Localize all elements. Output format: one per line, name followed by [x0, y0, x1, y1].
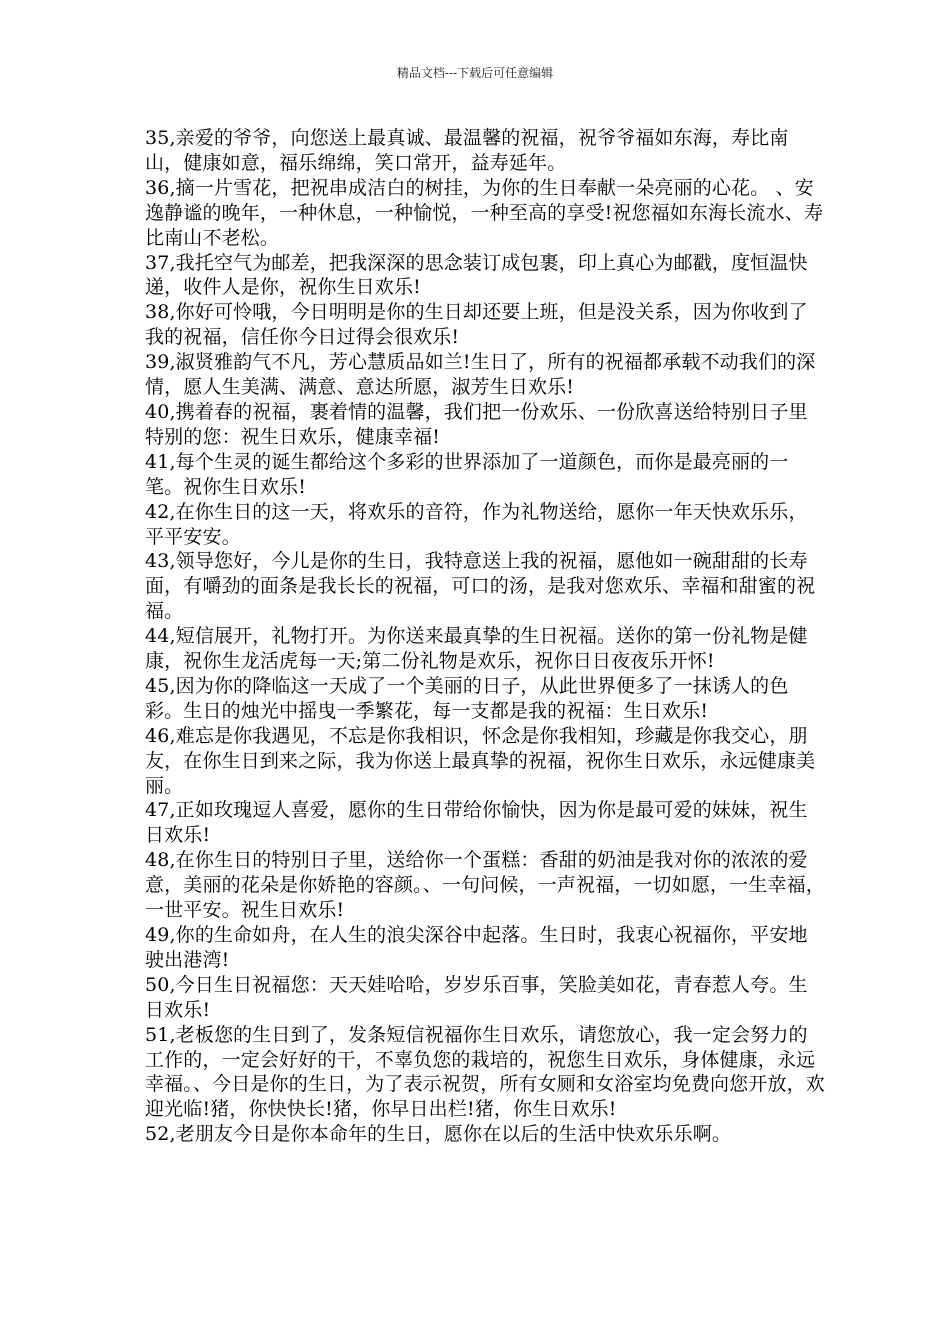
page-header: 精品文档---下载后可任意编辑: [396, 66, 554, 80]
paragraph-37: 37,我托空气为邮差，把我深深的思念装订成包裹，印上真心为邮戳，度恒温快递，收件人是你，祝你生日欢乐!: [145, 251, 808, 299]
document-body: [145, 126, 825, 1147]
paragraph-41: 41,每个生灵的诞生都给这个多彩的世界添加了一道颜色，而你是最亮丽的一笔。祝你生日欢乐!: [145, 450, 789, 498]
paragraph-44: 44,短信展开，礼物打开。为你送来最真挚的生日祝福。送你的第一份礼物是健康，祝你生龙活虎每一天;第二份礼物是欢乐，祝你日日夜夜乐开怀!: [145, 625, 808, 673]
paragraph-36: 36,摘一片雪花，把祝串成洁白的树挂，为你的生日奉献一朵亮丽的心花。 、安逸静谧的晚年，一种休息，一种愉悦，一种至高的享受!祝您福如东海长流水、寿比南山不老松。: [145, 176, 824, 249]
paragraph-52: 52,老朋友今日是你本命年的生日，愿你在以后的生活中快欢乐乐啊。: [145, 1123, 732, 1146]
paragraph-51: 51,老板您的生日到了，发条短信祝福你生日欢乐，请您放心，我一定会努力的工作的，一定会好好的干，不辜负您的栽培的，祝您生日欢乐，身体健康，永远幸福。、今日是你的生日，为了表示祝贺，所有女厕和女浴室均免费向您开放，欢迎光临!猪，你快快长!猪，你早日出栏!猪，你生日欢乐!: [145, 1023, 825, 1121]
paragraph-43: 43,领导您好，今儿是你的生日，我特意送上我的祝福，愿他如一碗甜甜的长寿面，有嚼劲的面条是我长长的祝福，可口的汤，是我对您欢乐、幸福和甜蜜的祝福。: [145, 550, 816, 623]
paragraph-38: 38,你好可怜哦，今日明明是你的生日却还要上班，但是没关系，因为你收到了我的祝福，信任你今日过得会很欢乐!: [145, 301, 808, 349]
paragraph-35: 35,亲爱的爷爷，向您送上最真诚、最温馨的祝福，祝爷爷福如东海，寿比南山，健康如意，福乐绵绵，笑口常开，益寿延年。: [145, 127, 789, 174]
paragraph-48: 48,在你生日的特别日子里，送给你一个蛋糕：香甜的奶油是我对你的浓浓的爱意，美丽的花朵是你娇艳的容颜。、一句问候，一声祝福，一切如愿，一生幸福，一世平安。祝生日欢乐!: [145, 849, 825, 922]
paragraph-50: 50,今日生日祝福您：天天娃哈哈，岁岁乐百事，笑脸美如花，青春惹人夸。生日欢乐!: [145, 973, 808, 1021]
paragraph-42: 42,在你生日的这一天，将欢乐的音符，作为礼物送给，愿你一年天快欢乐乐，平平安安。: [145, 500, 808, 548]
paragraph-40: 40,携着春的祝福，裹着情的温馨，我们把一份欢乐、一份欣喜送给特别日子里特别的您：祝生日欢乐，健康幸福!: [145, 400, 808, 448]
paragraph-39: 39,淑贤雅韵气不凡，芳心慧质品如兰!生日了，所有的祝福都承载不动我们的深情，愿人生美满、满意、意达所愿，淑芳生日欢乐!: [145, 351, 816, 399]
paragraph-45: 45,因为你的降临这一天成了一个美丽的日子，从此世界便多了一抹诱人的色彩。生日的烛光中摇曳一季繁花，每一支都是我的祝福：生日欢乐!: [145, 674, 789, 722]
paragraph-47: 47,正如玫瑰逗人喜爱，愿你的生日带给你愉快，因为你是最可爱的妹妹，祝生日欢乐!: [145, 799, 808, 847]
paragraph-49: 49,你的生命如舟，在人生的浪尖深谷中起落。生日时，我衷心祝福你，平安地驶出港湾!: [145, 924, 808, 971]
paragraph-46: 46,难忘是你我遇见，不忘是你我相识，怀念是你我相知，珍藏是你我交心，朋友，在你生日到来之际，我为你送上最真挚的祝福，祝你生日欢乐，永远健康美丽。: [145, 724, 816, 797]
